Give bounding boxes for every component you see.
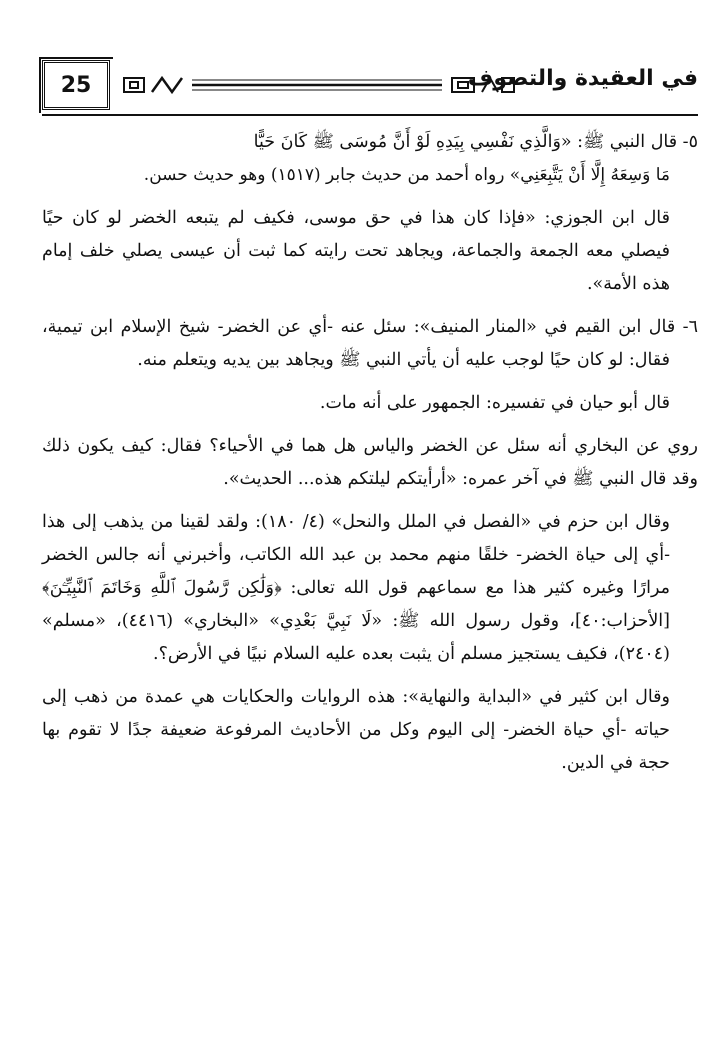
book-title: في العقيدة والتصوف [467, 66, 698, 91]
ibn-hazm-paragraph: وقال ابن حزم في «الفصل في الملل والنحل» (٤/ ١٨٠): ولقد لقينا من يذهب إلى هذا -أي إلى حياة الخضر- خلقًا منهم محمد بن عبد الله الكاتب، وأخبرني أنه جالس الخضر مرارًا وغيره كثير هذا مع سماعهم قول الله تعالى: ﴿وَلَٰكِن رَّسُولَ ٱللَّهِ وَخَاتَمَ ٱلنَّبِيِّـۧنَ﴾ [الأحزاب:٤٠]، وقول رسول الله ﷺ: «لَا نَبِيَّ بَعْدِي» «البخاري» (٤٤١٦)، «مسلم» (٢٤٠٤)، فكيف يستجيز مسلم أن يثبت بعده عليه السلام نبيًا في الأرض؟. [42, 512, 670, 664]
bukhari-paragraph: روي عن البخاري أنه سئل عن الخضر والياس هل هما في الأحياء؟ فقال: كيف يكون ذلك وقد قال النبي ﷺ في آخر عمره: «أرأيتكم ليلتكم هذه... الحديث». [42, 436, 698, 489]
page-body [42, 126, 698, 780]
ibn-kathir-paragraph: وقال ابن كثير في «البداية والنهاية»: هذه الروايات والحكايات هي عمدة من ذهب إلى حياته -أي حياة الخضر- إلى اليوم وكل من الأحاديث المرفوعة ضعيفة جدًا لا تقوم بها حجة في الدين. [42, 687, 670, 773]
quote-5-line-1: ٥- قال النبي ﷺ: «وَالَّذِي نَفْسِي بِيَدِهِ لَوْ أَنَّ مُوسَى ﷺ كَانَ حَيًّا [253, 132, 698, 152]
ibn-qayyim-paragraph: ٦- قال ابن القيم في «المنار المنيف»: سئل عنه -أي عن الخضر- شيخ الإسلام ابن تيمية، فقال: لو كان حيًا لوجب عليه أن يأتي النبي ﷺ ويجاهد بين يديه ويتعلم منه. [42, 317, 698, 370]
abu-hayyan-paragraph: قال أبو حيان في تفسيره: الجمهور على أنه مات. [319, 393, 670, 413]
ibn-jawzi-paragraph: قال ابن الجوزي: «فإذا كان هذا في حق موسى، فكيف لم يتبعه الخضر لو كان حيًا فيصلي معه الجمعة والجماعة، ويجاهد تحت رايته كما ثبت أن عيسى يصلي خلف إمام هذه الأمة». [42, 208, 670, 294]
quote-5-line-2: مَا وَسِعَهُ إِلَّا أَنْ يَتَّبِعَنِي» رواه أحمد من حديث جابر (١٥١٧) وهو حديث حسن. [143, 165, 670, 185]
header-rule [42, 114, 698, 116]
page-header [42, 60, 698, 120]
page-number: 25 [42, 60, 110, 110]
header-ornament-icon [122, 74, 517, 96]
